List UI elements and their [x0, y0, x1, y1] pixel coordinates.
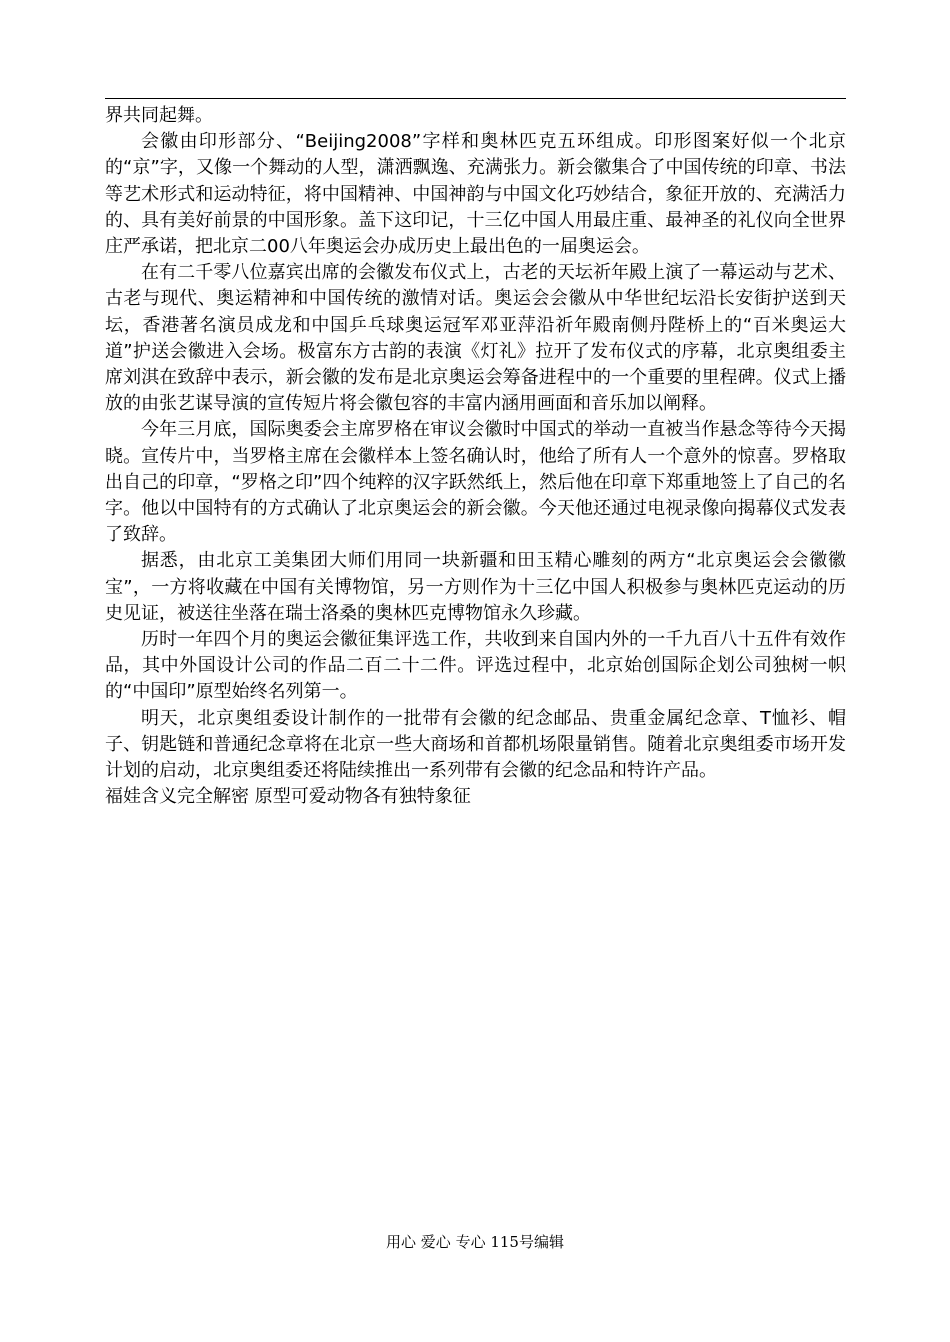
paragraph-continuation: 界共同起舞。: [105, 105, 213, 126]
paragraph-selection-process: 历时一年四个月的奥运会徽征集评选工作，共收到来自国内外的一千九百八十五件有效作品，其中外国设计公司的作品二百二十二件。评选过程中，北京始创国际企划公司独树一帜的“中国印”原型始终名列第一。: [105, 629, 846, 703]
paragraph-launch-ceremony: 在有二千零八位嘉宾出席的会徽发布仪式上，古老的天坛祈年殿上演了一幕运动与艺术、古老与现代、奥运精神和中国传统的激情对话。奥运会会徽从中华世纪坛沿长安街护送到天坛，香港著名演员成龙和中国乒乓球奥运冠军邓亚萍沿祈年殿南侧丹陛桥上的“百米奥运大道”护送会徽进入会场。极富东方古韵的表演《灯礼》拉开了发布仪式的序幕，北京奥组委主席刘淇在致辞中表示，新会徽的发布是北京奥运会筹备进程中的一个重要的里程碑。仪式上播放的由张艺谋导演的宣传短片将会徽包容的丰富内涵用画面和音乐加以阐释。: [105, 262, 846, 415]
paragraph-emblem-description: 会徽由印形部分、“Beijing2008”字样和奥林匹克五环组成。印形图案好似一个北京的“京”字，又像一个舞动的人型，潇洒飘逸、充满张力。新会徽集合了中国传统的印章、书法等艺术形式和运动特征，将中国精神、中国神韵与中国文化巧妙结合，象征开放的、充满活力的、具有美好前景的中国形象。盖下这印记，十三亿中国人用最庄重、最神圣的礼仪向全世界庄严承诺，把北京二00八年奥运会办成历史上最出色的一届奥运会。: [105, 131, 846, 258]
paragraph-rogge-seal: 今年三月底，国际奥委会主席罗格在审议会徽时中国式的举动一直被当作悬念等待今天揭晓。宣传片中，当罗格主席在会徽样本上签名确认时，他给了所有人一个意外的惊喜。罗格取出自己的印章，“罗格之印”四个纯粹的汉字跃然纸上，然后他在印章下郑重地签上了自己的名字。他以中国特有的方式确认了北京奥运会的新会徽。今天他还通过电视录像向揭幕仪式发表了致辞。: [105, 419, 846, 546]
header-rule: [105, 98, 846, 99]
section-heading-fuwa: 福娃含义完全解密 原型可爱动物各有独特象征: [105, 786, 471, 808]
paragraph-merchandise: 明天，北京奥组委设计制作的一批带有会徽的纪念邮品、贵重金属纪念章、T恤衫、帽子、钥匙链和普通纪念章将在北京一些大商场和首都机场限量销售。随着北京奥组委市场开发计划的启动，北京奥组委还将陆续推出一系列带有会徽的纪念品和特许产品。: [105, 707, 846, 782]
paragraph-jade-seal: 据悉，由北京工美集团大师们用同一块新疆和田玉精心雕刻的两方“北京奥运会会徽徽宝”，一方将收藏在中国有关博物馆，另一方则作为十三亿中国人积极参与奥林匹克运动的历史见证，被送往坐落在瑞士洛桑的奥林匹克博物馆永久珍藏。: [105, 550, 846, 624]
page-footer: 用心 爱心 专心 115号编辑: [386, 1233, 564, 1251]
document-body: [105, 103, 846, 810]
